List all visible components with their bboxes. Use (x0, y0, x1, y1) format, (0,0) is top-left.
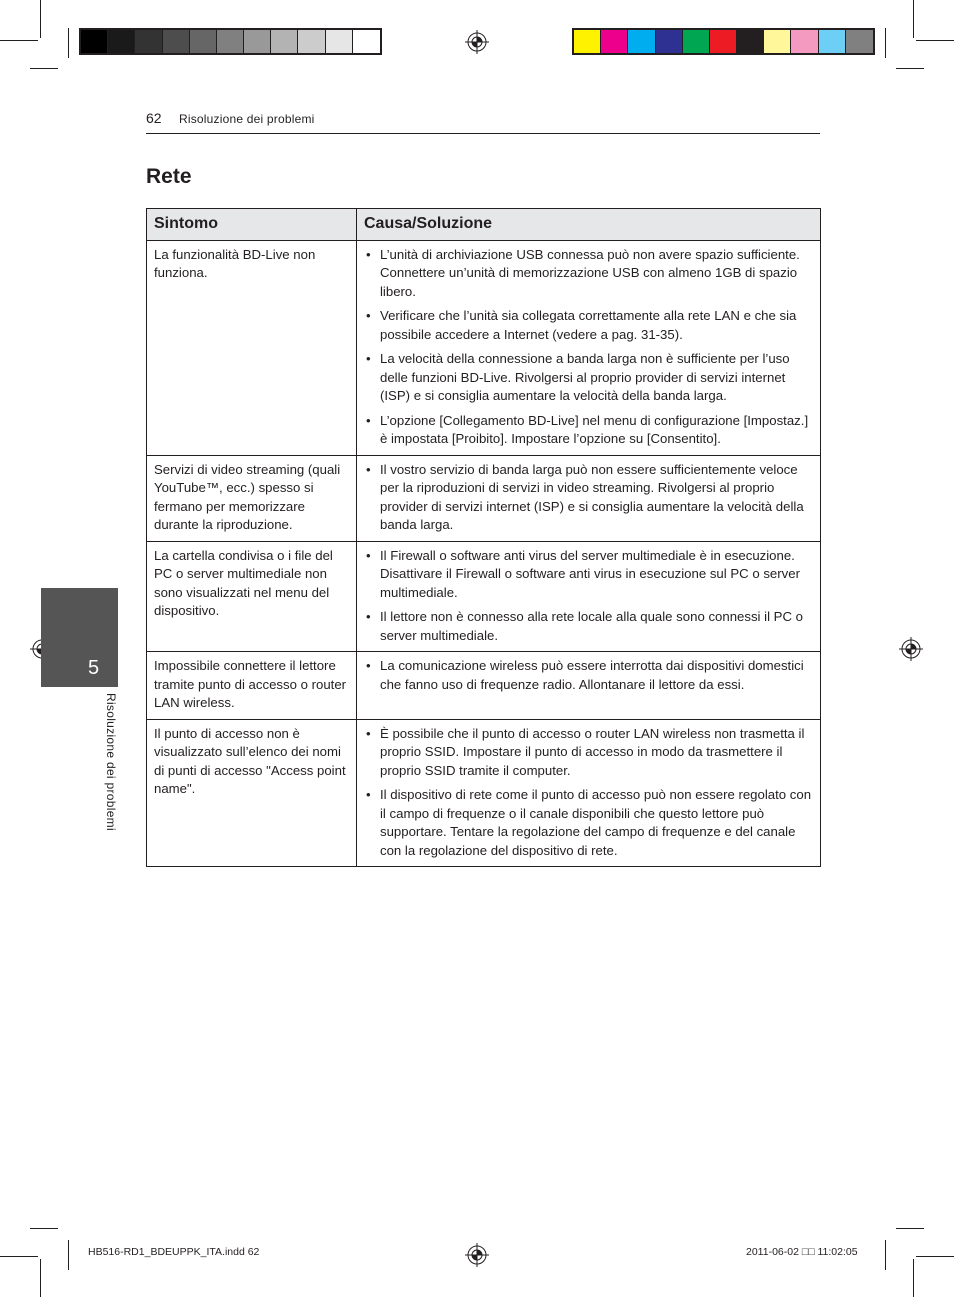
solution-cell (357, 240, 821, 455)
color-swatch (190, 30, 217, 53)
solution-list (364, 246, 812, 449)
troubleshooting-table (146, 208, 821, 867)
symptom-cell: La funzionalità BD-Live non funziona. (147, 240, 357, 455)
crop-mark (0, 40, 38, 41)
registration-mark-icon (465, 1243, 489, 1267)
color-swatch (81, 30, 108, 53)
solution-item: • L’opzione [Collegamento BD-Live] nel menu di configurazione [Impostaz.] è impostata [Proibito]. Impostare l’opzione su [Consentito]. (364, 412, 812, 449)
table-row (147, 455, 821, 541)
registration-mark-icon (465, 30, 489, 54)
color-swatch (791, 30, 818, 53)
crop-mark (913, 1259, 914, 1297)
solution-cell (357, 541, 821, 652)
color-swatch (710, 30, 737, 53)
symptom-cell: Impossibile connettere il lettore tramite punto di accesso o router LAN wireless. (147, 652, 357, 720)
table-row (147, 240, 821, 455)
solution-cell (357, 455, 821, 541)
color-swatch (271, 30, 298, 53)
color-swatch (244, 30, 271, 53)
column-header-symptom: Sintomo (147, 209, 357, 241)
crop-mark (916, 1256, 954, 1257)
color-swatch (217, 30, 244, 53)
color-calibration-strip (572, 28, 875, 55)
solution-item: • La comunicazione wireless può essere interrotta dai dispositivi domestici che fanno uso di frequenze radio. Allontanare il lettore da essi. (364, 657, 812, 694)
solution-list (364, 657, 812, 694)
section-title: Rete (146, 165, 192, 188)
registration-mark-icon (899, 637, 923, 661)
crop-mark (0, 1256, 38, 1257)
crop-mark (40, 0, 41, 38)
crop-mark (30, 68, 58, 69)
running-header: Risoluzione dei problemi (179, 112, 315, 126)
color-swatch (108, 30, 135, 53)
crop-mark (896, 1228, 924, 1229)
crop-mark (68, 28, 69, 58)
solution-item: • Il lettore non è connesso alla rete locale alla quale sono connessi il PC o server multimediale. (364, 608, 812, 645)
page-number: 62 (146, 110, 162, 126)
solution-item: • Il Firewall o software anti virus del server multimediale è in esecuzione. Disattivare il Firewall o software anti virus in esecuzione sul PC o server multimediale. (364, 547, 812, 603)
color-swatch (737, 30, 764, 53)
solution-item: • Verificare che l’unità sia collegata correttamente alla rete LAN e che sia possibile accedere a Internet (vedere a pag. 31-35). (364, 307, 812, 344)
gray-calibration-strip (79, 28, 382, 55)
solution-item: • Il vostro servizio di banda larga può non essere sufficientemente veloce per la riproduzioni di servizi in video streaming. Rivolgersi al proprio provider di servizi internet (ISP) e si consiglia aumentare la velocità della banda larga. (364, 461, 812, 535)
chapter-tab (41, 588, 118, 687)
table-header-row (147, 209, 821, 241)
solution-item: • Il dispositivo di rete come il punto di accesso può non essere regolato con il campo di frequenze o il canale disponibili che questo lettore può supportare. Tentare la regolazione del campo di frequenze e del canale con la regolazione del dispositivo di rete. (364, 786, 812, 860)
color-swatch (298, 30, 325, 53)
solution-cell (357, 652, 821, 720)
chapter-label: Risoluzione dei problemi (104, 693, 118, 831)
crop-mark (68, 1240, 69, 1270)
symptom-cell: Il punto di accesso non è visualizzato sull’elenco dei nomi di punti di accesso "Access point name". (147, 719, 357, 867)
color-swatch (163, 30, 190, 53)
table-row (147, 541, 821, 652)
footer-datetime: 2011-06-02 □□ 11:02:05 (746, 1246, 858, 1258)
crop-mark (896, 68, 924, 69)
solution-list (364, 547, 812, 646)
color-swatch (764, 30, 791, 53)
solution-item: • È possibile che il punto di accesso o router LAN wireless non trasmetta il proprio SSID. Impostare il punto di accesso in modo da trasmettere il proprio SSID tramite il computer. (364, 725, 812, 781)
solution-list (364, 461, 812, 535)
color-swatch (819, 30, 846, 53)
color-swatch (601, 30, 628, 53)
chapter-number: 5 (88, 657, 100, 679)
crop-mark (40, 1259, 41, 1297)
crop-mark (916, 40, 954, 41)
solution-list (364, 725, 812, 861)
crop-mark (913, 0, 914, 38)
color-swatch (353, 30, 380, 53)
solution-item: • La velocità della connessione a banda larga non è sufficiente per l’uso delle funzioni BD-Live. Rivolgersi al proprio provider di servizi internet (ISP) e si consiglia aumentare la velocità della banda larga. (364, 350, 812, 406)
color-swatch (326, 30, 353, 53)
solution-item: • L’unità di archiviazione USB connessa può non avere spazio sufficiente. Connettere un’unità di memorizzazione USB con almeno 1GB di spazio libero. (364, 246, 812, 302)
color-swatch (656, 30, 683, 53)
color-swatch (846, 30, 873, 53)
color-swatch (574, 30, 601, 53)
color-swatch (628, 30, 655, 53)
color-swatch (683, 30, 710, 53)
table-row (147, 719, 821, 867)
color-swatch (135, 30, 162, 53)
table-row (147, 652, 821, 720)
footer-filename: HB516-RD1_BDEUPPK_ITA.indd 62 (88, 1246, 260, 1258)
column-header-cause: Causa/Soluzione (357, 209, 821, 241)
crop-mark (885, 1240, 886, 1270)
crop-mark (885, 28, 886, 58)
header-divider (146, 133, 820, 134)
crop-mark (30, 1228, 58, 1229)
symptom-cell: Servizi di video streaming (quali YouTube™, ecc.) spesso si fermano per memorizzare durante la riproduzione. (147, 455, 357, 541)
symptom-cell: La cartella condivisa o i file del PC o server multimediale non sono visualizzati nel menu del dispositivo. (147, 541, 357, 652)
solution-cell (357, 719, 821, 867)
